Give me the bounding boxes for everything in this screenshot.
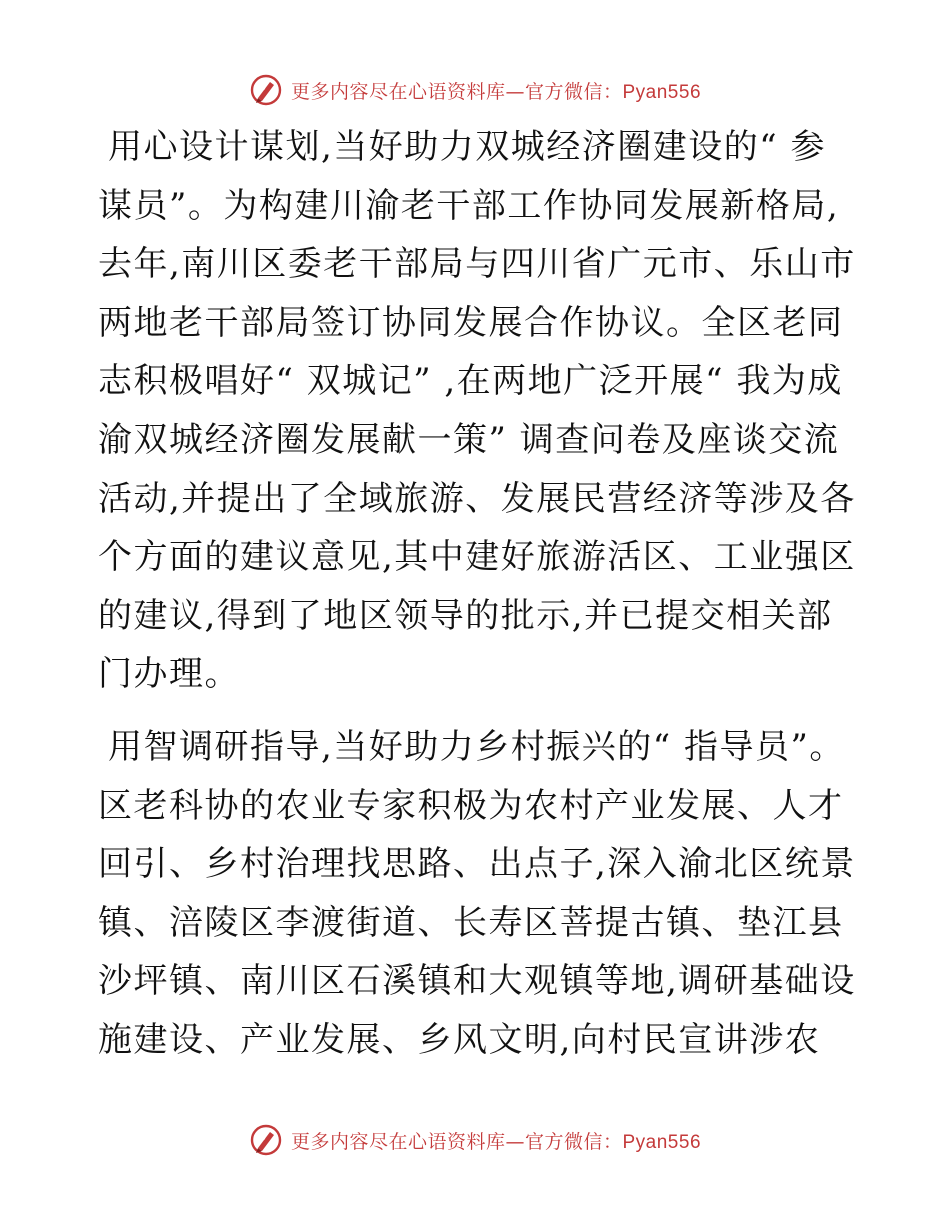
pen-logo-icon xyxy=(249,73,283,107)
header-banner xyxy=(0,70,950,110)
document-body xyxy=(98,118,858,1070)
paragraph-2: 用智调研指导,当好助力乡村振兴的“ 指导员”。区老科协的农业专家积极为农村产业发展、人才回引、乡村治理找思路、出点子,深入渝北区统景镇、涪陵区李渡街道、长寿区菩提古镇、垫江县沙坪镇、南川区石溪镇和大观镇等地,调研基础设施建设、产业发展、乡风文明,向村民宣讲涉农 xyxy=(98,726,856,1060)
footer-banner xyxy=(0,1120,950,1160)
footer-official-label: 官方微信： xyxy=(524,1130,623,1153)
header-wechat-id: Pyan556 xyxy=(622,81,702,103)
paragraph-1: 用心设计谋划,当好助力双城经济圈建设的“ 参谋员”。为构建川渝老干部工作协同发展新格局,去年,南川区委老干部局与四川省广元市、乐山市两地老干部局签订协同发展合作协议。全区老同志积极唱好“ 双城记” ,在两地广泛开展“ 我为成渝双城经济圈发展献一策” 调查问卷及座谈交流活动,并提出了全域旅游、发展民营经济等涉及各个方面的建议意见,其中建好旅游活区、工业强区的建议,得到了地区领导的批示,并已提交相关部门办理。 xyxy=(98,127,856,695)
footer-site-name: 更多内容尽在心语资料库 xyxy=(290,1130,506,1153)
header-site-name: 更多内容尽在心语资料库 xyxy=(290,80,506,103)
pen-logo-icon xyxy=(249,1123,283,1157)
header-separator: — xyxy=(505,80,525,103)
footer-separator: — xyxy=(505,1130,525,1153)
header-banner-text xyxy=(291,77,701,104)
footer-wechat-id: Pyan556 xyxy=(622,1131,702,1153)
footer-banner-text xyxy=(291,1127,701,1154)
header-official-label: 官方微信： xyxy=(524,80,623,103)
